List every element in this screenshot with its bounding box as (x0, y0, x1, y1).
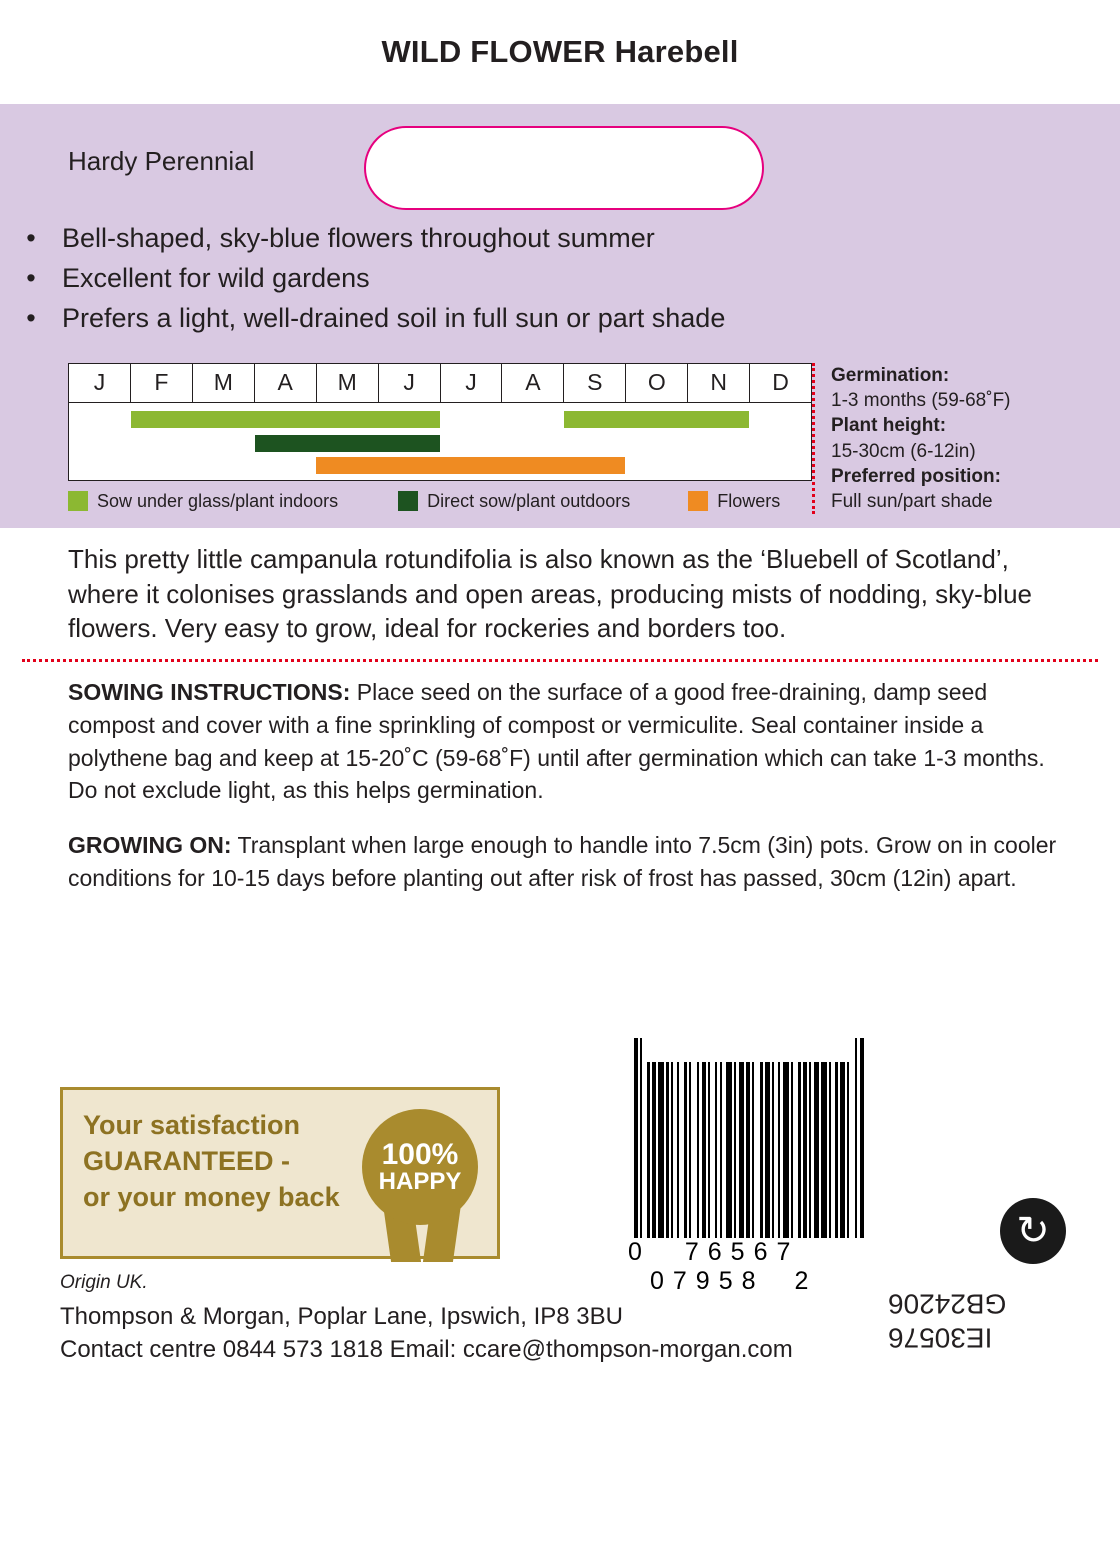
barcode-digit-left: 0 (628, 1238, 643, 1266)
month-cell-4: M (317, 364, 379, 402)
bullet-text: Prefers a light, well-drained soil in full sun or part shade (62, 302, 726, 333)
code-bottom: GB24206 (888, 1288, 1007, 1320)
calendar-bar-sow-indoors-autumn (564, 411, 750, 428)
bullet-text: Bell-shaped, sky-blue flowers throughout summer (62, 223, 655, 253)
guarantee-text (63, 1090, 383, 1216)
calendar-bar-sow-outdoors (255, 435, 441, 452)
month-cell-10: N (688, 364, 750, 402)
price-pill (364, 126, 764, 210)
month-cell-7: A (502, 364, 564, 402)
instructions-section (0, 662, 1120, 894)
bullet-icon: • (26, 302, 36, 333)
barcode-digit-right: 2 (794, 1267, 810, 1295)
height-value: 15-30cm (6-12in) (831, 440, 976, 462)
description-text: This pretty little campanula rotundifolia is also known as the ‘Bluebell of Scotland’, where it colonises grasslands and open areas, producing mists of nodding, sky-blue flowers. Very easy to grow, ideal for rockeries and borders too. (68, 544, 1032, 644)
barcode-digit-group-2: 07958 (650, 1267, 765, 1295)
page-title: WILD FLOWER Harebell (381, 34, 739, 69)
guarantee-box (60, 1087, 500, 1259)
guarantee-line-3: or your money back (83, 1181, 340, 1212)
month-cell-3: A (255, 364, 317, 402)
month-cell-8: S (564, 364, 626, 402)
sowing-body: Place seed on the surface of a good free-draining, damp seed compost and cover with a fine sprinkling of compost or vermiculite. Seal container inside a polythene bag and keep at 15-20˚C (59-68˚F) until after germination which can take 1-3 months. Do not exclude light, as this helps germination. (68, 679, 1045, 804)
list-item (0, 259, 1120, 299)
list-item (0, 299, 1120, 339)
barcode-digit-group-1: 76567 (684, 1238, 800, 1266)
legend-item-2 (688, 491, 780, 512)
calendar-bar-flowers (316, 457, 625, 474)
rosette-badge-icon (357, 1104, 483, 1230)
highlight-panel (0, 104, 1120, 528)
legend-label: Sow under glass/plant indoors (97, 490, 339, 511)
footer (60, 1272, 940, 1366)
bullet-icon: • (26, 262, 36, 293)
feature-bullets (0, 219, 1120, 353)
guarantee-line-1: Your satisfaction (83, 1110, 301, 1140)
bullet-icon: • (26, 223, 36, 253)
recycle-icon: ↻ (1000, 1198, 1066, 1264)
legend-item-1 (398, 491, 630, 512)
company-address: Thompson & Morgan, Poplar Lane, Ipswich, IP8 3BU (60, 1303, 623, 1330)
calendar-legend (68, 491, 812, 512)
calendar-bars (68, 403, 812, 481)
month-cell-6: J (441, 364, 503, 402)
sowing-calendar (0, 353, 1120, 529)
product-codes (888, 1286, 1006, 1354)
month-header-row (68, 363, 812, 403)
position-label: Preferred position: (831, 465, 1001, 487)
growing-instructions (68, 829, 1066, 894)
month-cell-11: D (772, 368, 789, 395)
height-label: Plant height: (831, 415, 947, 437)
legend-swatch-icon (398, 491, 418, 511)
code-top: IE30576 (888, 1322, 993, 1354)
contact-line: Contact centre 0844 573 1818 Email: ccare@thompson-morgan.com (60, 1336, 793, 1364)
badge-happy: HAPPY (378, 1168, 462, 1195)
bullet-text: Excellent for wild gardens (62, 262, 370, 293)
growing-heading: GROWING ON: (68, 832, 232, 859)
position-value: Full sun/part shade (831, 491, 993, 513)
badge-circle (362, 1109, 478, 1225)
panel-top (0, 104, 1120, 219)
list-item (0, 219, 1120, 259)
month-cell-9: O (626, 364, 688, 402)
legend-label: Direct sow/plant outdoors (427, 490, 631, 511)
growing-body: Transplant when large enough to handle into 7.5cm (3in) pots. Grow on in cooler conditions for 10-15 days before planting out after risk of frost has passed, 30cm (12in) apart. (68, 832, 1057, 891)
guarantee-line-2: GUARANTEED - (83, 1145, 290, 1176)
germination-value: 1-3 months (59-68˚F) (831, 390, 1011, 412)
legend-label: Flowers (717, 490, 781, 511)
month-cell-5: J (379, 364, 441, 402)
month-cell-2: M (193, 364, 255, 402)
plant-type-label: Hardy Perennial (68, 146, 255, 176)
badge-percent: 100% (381, 1138, 459, 1171)
calendar-chart (0, 363, 812, 515)
month-cell-0: J (69, 364, 131, 402)
legend-item-0 (68, 491, 338, 512)
legend-swatch-icon (688, 491, 708, 511)
sowing-instructions (68, 676, 1066, 807)
barcode-image (634, 1038, 930, 1238)
calendar-bar-sow-indoors-spring (131, 411, 440, 428)
legend-swatch-icon (68, 491, 88, 511)
origin-text: Origin UK. (60, 1272, 148, 1293)
sowing-heading: SOWING INSTRUCTIONS: (68, 679, 351, 706)
germination-label: Germination: (831, 364, 950, 386)
title-bar (0, 0, 1120, 104)
barcode-bar (864, 1038, 866, 1238)
plant-facts (812, 363, 1060, 515)
month-cell-1: F (131, 364, 193, 402)
